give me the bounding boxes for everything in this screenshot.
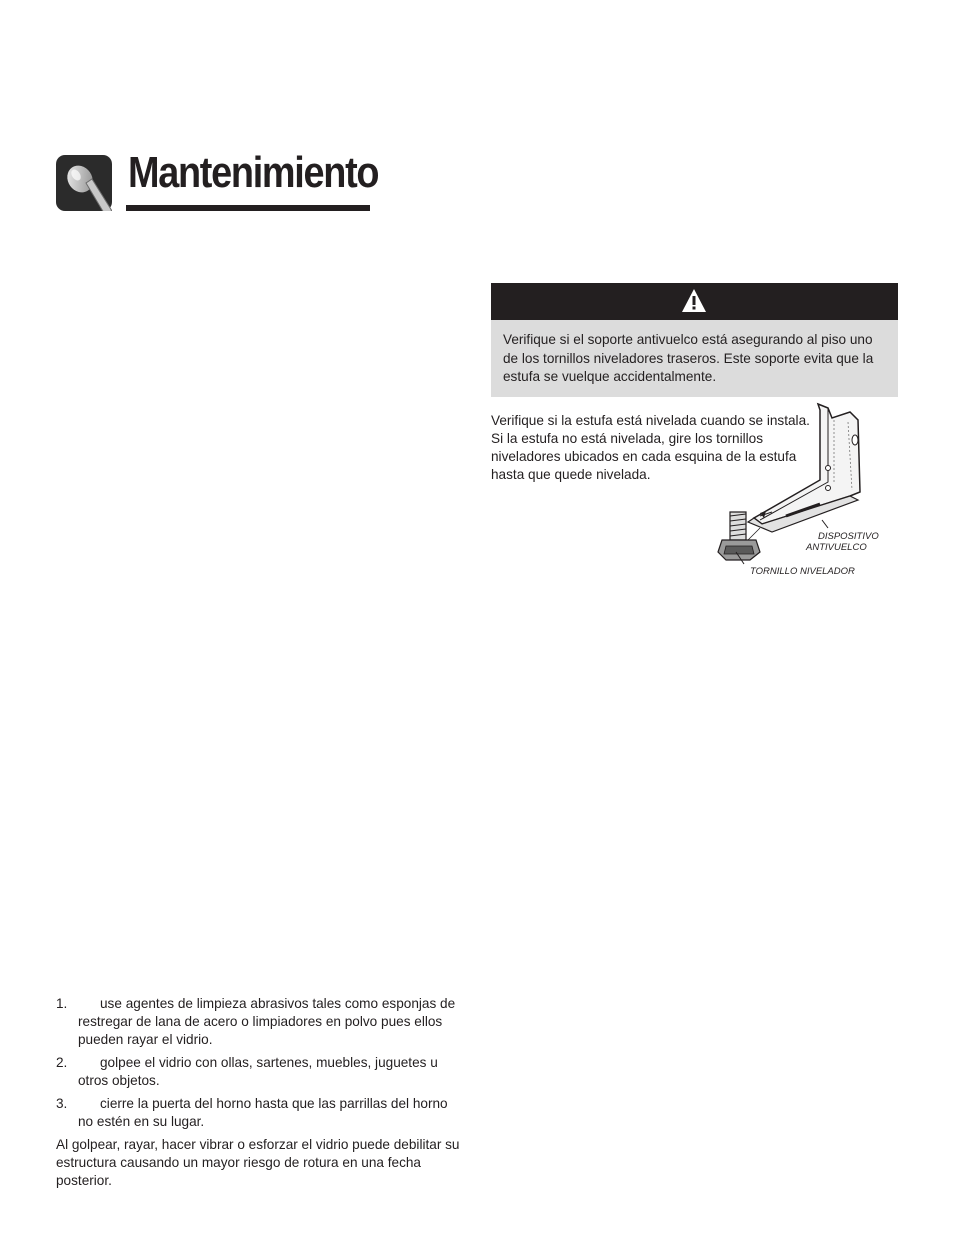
figure-label-device-2: ANTIVUELCO [806, 542, 867, 553]
warning-header [491, 283, 898, 320]
page-title: Mantenimiento [128, 148, 379, 197]
anti-tip-bracket-figure [700, 400, 900, 585]
list-item [56, 1095, 466, 1131]
closing-paragraph: Al golpear, rayar, hacer vibrar o esforzar el vidrio puede debilitar su estructura causando un mayor riesgo de rotura en una fecha posterior. [56, 1137, 460, 1188]
list-text: use agentes de limpieza abrasivos tales como esponjas de restregar de lana de acero o limpiadores en polvo pues ellos pueden rayar el vidrio. [78, 996, 456, 1047]
list-item [56, 1054, 466, 1090]
warning-triangle-icon [681, 288, 707, 314]
list-number: 3. [56, 1096, 68, 1111]
leveling-instructions: Verifique si la estufa está nivelada cuando se instala. Si la estufa no está nivelada, gire los tornillos niveladores ubicados en cada esquina de la estufa hasta que quede nivelada. [491, 413, 810, 482]
list-number: 1. [56, 996, 68, 1011]
list-text: cierre la puerta del horno hasta que las parrillas del horno no estén en su lugar. [78, 1096, 448, 1129]
list-number: 2. [56, 1055, 68, 1070]
warning-body: Verifique si el soporte antivuelco está asegurando al piso uno de los tornillos niveladores traseros. Este soporte evita que la estufa se vuelque accidentalmente. [491, 320, 898, 397]
maintenance-tool-icon [56, 155, 112, 211]
glass-care-list [56, 995, 466, 1190]
list-text: golpee el vidrio con ollas, sartenes, muebles, juguetes u otros objetos. [78, 1055, 438, 1088]
figure-label-device: DISPOSITIVO [818, 531, 879, 542]
list-item [56, 995, 466, 1049]
figure-label-screw: TORNILLO NIVELADOR [750, 566, 855, 577]
title-underline [126, 205, 370, 211]
bracket-illustration [700, 400, 900, 585]
